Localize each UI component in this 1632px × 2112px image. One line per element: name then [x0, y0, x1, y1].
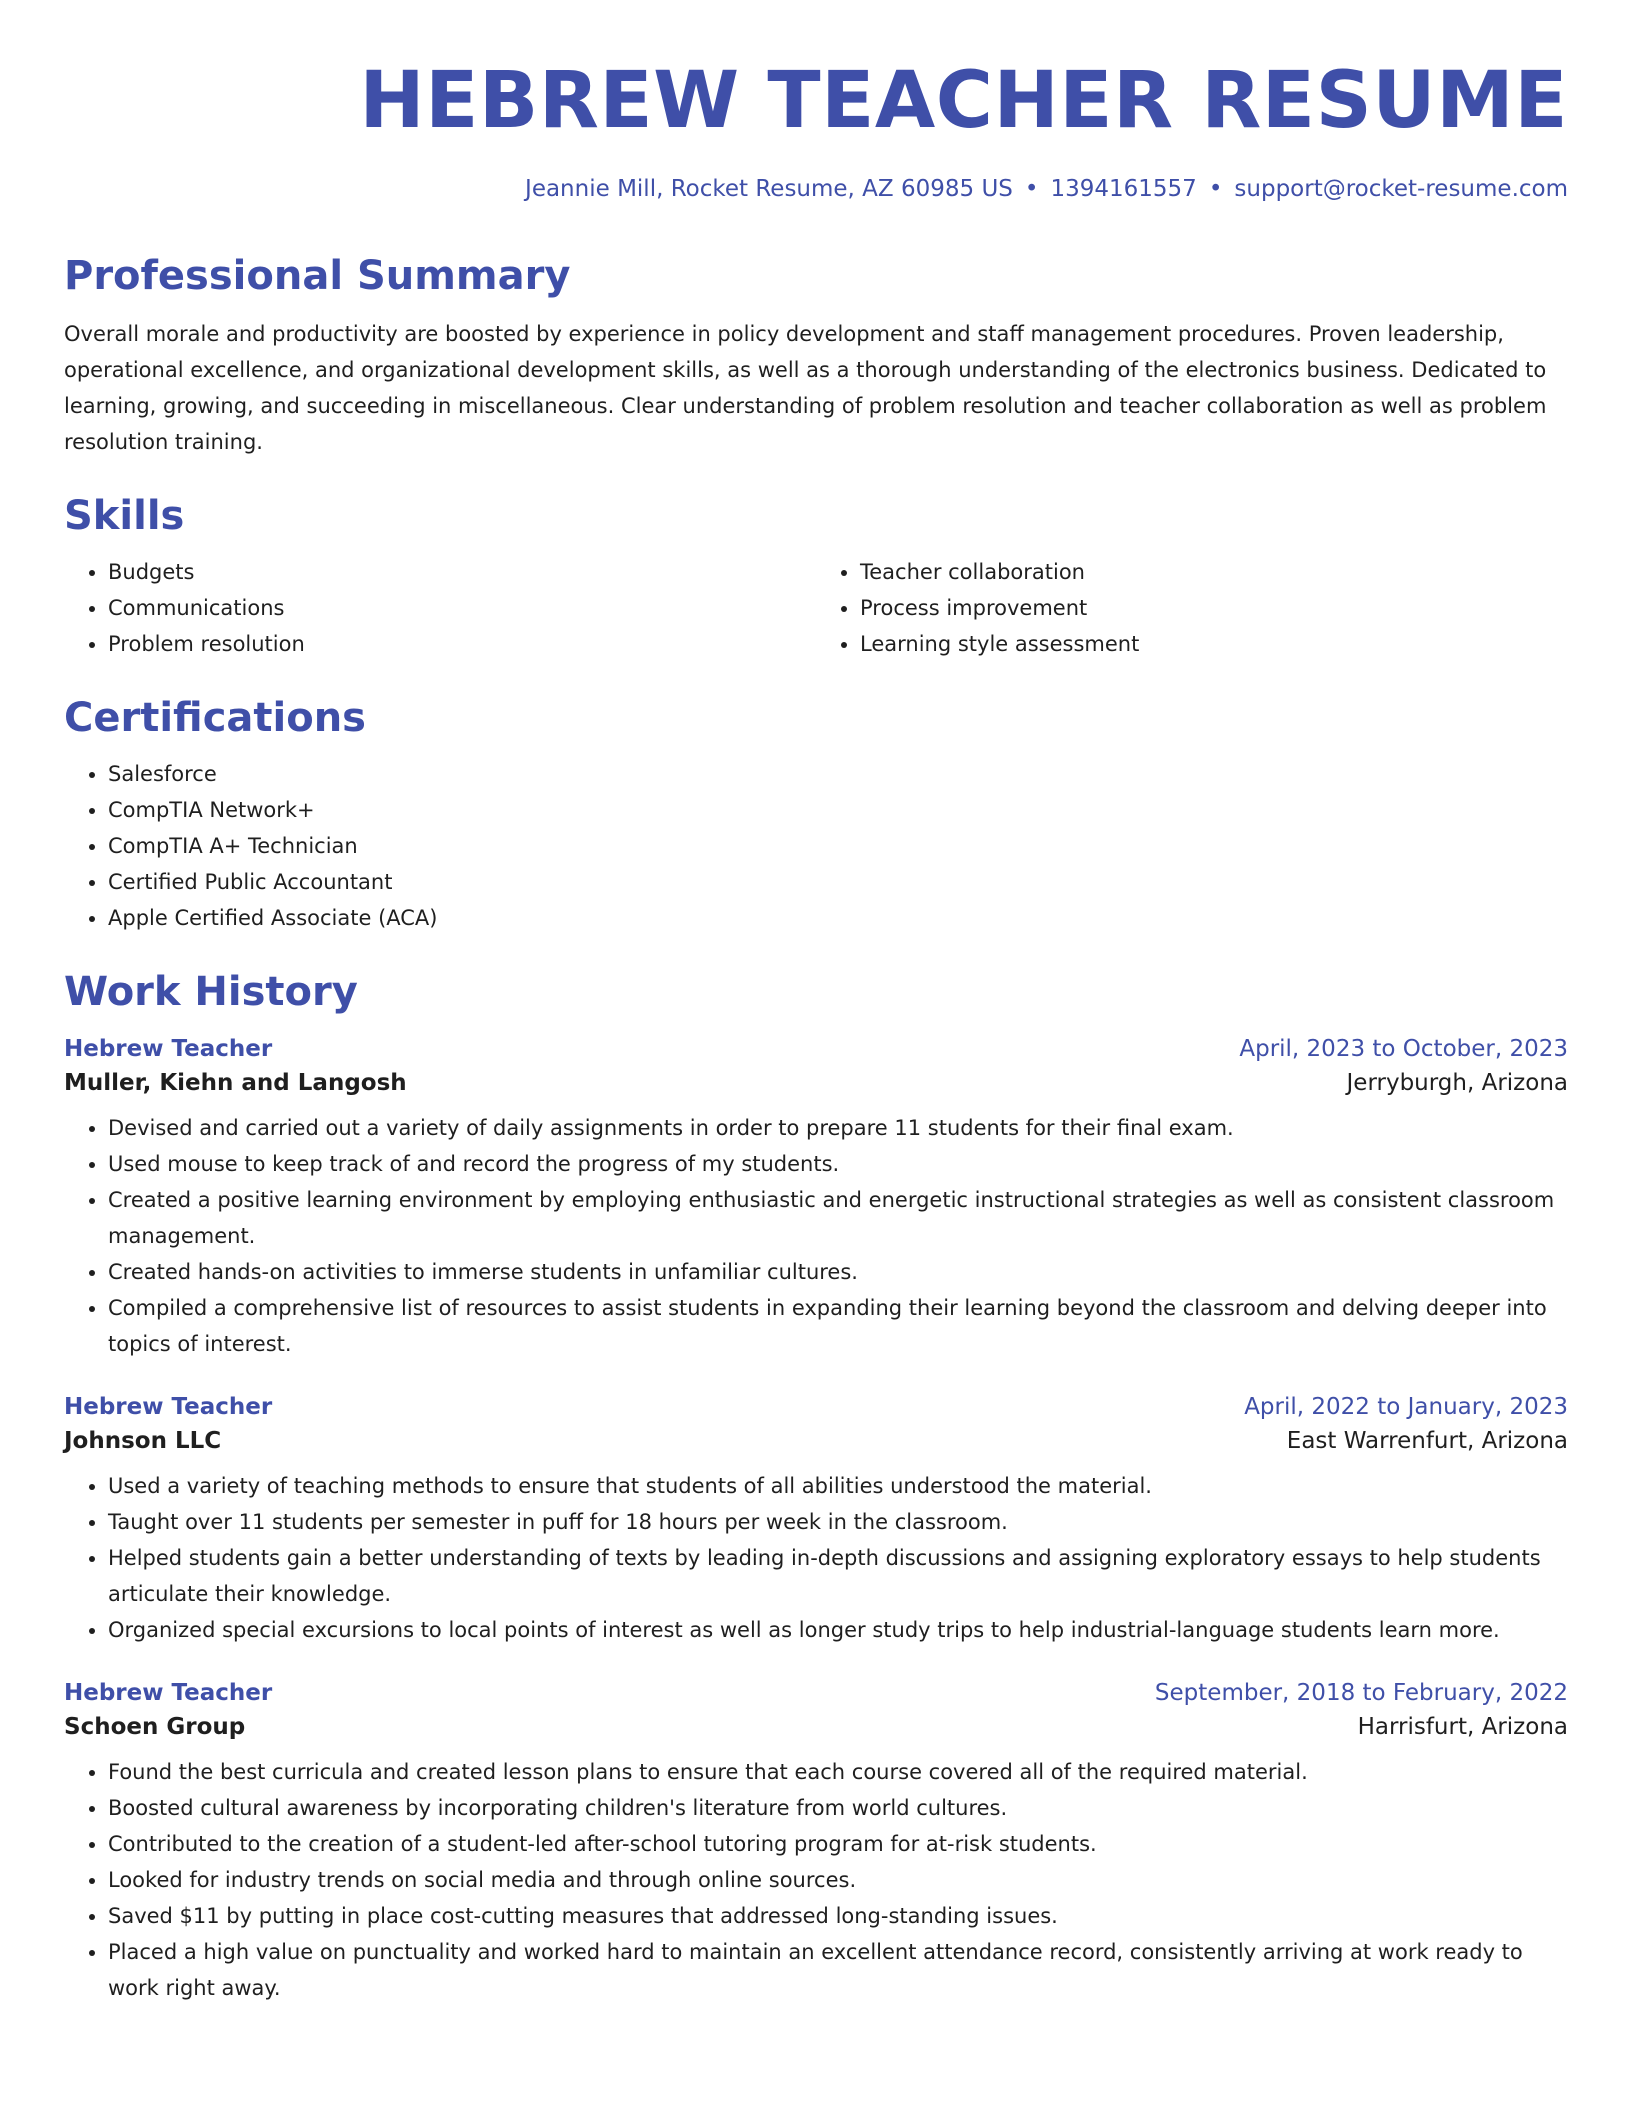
job-header — [64, 1680, 1568, 1706]
contact-address: Jeannie Mill, Rocket Resume, AZ 60985 US — [525, 176, 1013, 202]
job-bullet: • Found the best curricula and created lesson plans to ensure that each course covered all of the required material. — [108, 1754, 1568, 1790]
job-bullet: • Organized special excursions to local points of interest as well as longer study trips to help industrial-language students learn more. — [108, 1612, 1568, 1648]
job-bullet: • Created hands-on activities to immerse students in unfamiliar cultures. — [108, 1254, 1568, 1290]
job-location: East Warrenfurt, Arizona — [1286, 1428, 1568, 1454]
contact-separator: • — [1208, 176, 1223, 202]
job-header — [64, 1036, 1568, 1062]
certification-item: • Apple Certified Associate (ACA) — [108, 900, 1568, 936]
certification-item: • CompTIA Network+ — [108, 792, 1568, 828]
job-bullet: • Created a positive learning environment by employing enthusiastic and energetic instructional strategies as well as consistent classroom management. — [108, 1182, 1568, 1254]
skills-heading: Skills — [64, 493, 185, 539]
job-bullets — [64, 1754, 1568, 2006]
job-subheader — [64, 1714, 1568, 1740]
job-bullet: • Looked for industry trends on social media and through online sources. — [108, 1862, 1568, 1898]
job-bullet: • Devised and carried out a variety of daily assignments in order to prepare 11 students for their final exam. — [108, 1110, 1568, 1146]
job-entry — [64, 1394, 1568, 1648]
job-bullet: • Placed a high value on punctuality and worked hard to maintain an excellent attendance record, consistently arriving at work ready to work right away. — [108, 1934, 1568, 2006]
summary-text: Overall morale and productivity are boosted by experience in policy development and staff management procedures. Proven leadership, operational excellence, and organizational development skills, as well as a thorough understanding of the electronics business. Dedicated to learning, growing, and succeeding in miscellaneous. Clear understanding of problem resolution and teacher collaboration as well as problem resolution training. — [64, 322, 1547, 454]
certification-item: • Salesforce — [108, 756, 1568, 792]
skill-item: • Teacher collaboration — [860, 554, 1568, 590]
skill-item: • Learning style assessment — [860, 626, 1568, 662]
job-bullet: • Contributed to the creation of a student-led after-school tutoring program for at-risk students. — [108, 1826, 1568, 1862]
skill-item: • Process improvement — [860, 590, 1568, 626]
job-dates: April, 2022 to January, 2023 — [1244, 1394, 1568, 1420]
job-bullet: • Taught over 11 students per semester in puff for 18 hours per week in the classroom. — [108, 1504, 1568, 1540]
certification-item: • CompTIA A+ Technician — [108, 828, 1568, 864]
job-entry — [64, 1036, 1568, 1362]
job-company: Johnson LLC — [64, 1428, 222, 1454]
skills-column-right — [816, 554, 1568, 662]
job-dates: April, 2023 to October, 2023 — [1239, 1036, 1568, 1062]
job-bullets — [64, 1110, 1568, 1362]
job-subheader — [64, 1428, 1568, 1454]
work-history-heading: Work History — [64, 969, 358, 1015]
certification-item: • Certified Public Accountant — [108, 864, 1568, 900]
job-dates: September, 2018 to February, 2022 — [1154, 1680, 1568, 1706]
certifications-list — [64, 756, 1568, 936]
skills-column-left — [64, 554, 816, 662]
job-bullet: • Compiled a comprehensive list of resources to assist students in expanding their learning beyond the classroom and delving deeper into topics of interest. — [108, 1290, 1568, 1362]
resume-title: HEBREW TEACHER RESUME — [359, 56, 1568, 146]
certifications-heading: Certifications — [64, 695, 366, 741]
job-header — [64, 1394, 1568, 1420]
job-location: Jerryburgh, Arizona — [1346, 1070, 1568, 1096]
skill-item: • Communications — [108, 590, 816, 626]
job-bullet: • Used mouse to keep track of and record the progress of my students. — [108, 1146, 1568, 1182]
resume-page — [64, 0, 1568, 2006]
job-title: Hebrew Teacher — [64, 1680, 273, 1706]
job-subheader — [64, 1070, 1568, 1096]
job-title: Hebrew Teacher — [64, 1036, 273, 1062]
job-entry — [64, 1680, 1568, 2006]
job-bullet: • Saved $11 by putting in place cost-cutting measures that addressed long-standing issues. — [108, 1898, 1568, 1934]
skill-item: • Problem resolution — [108, 626, 816, 662]
contact-separator: • — [1024, 176, 1039, 202]
job-bullet: • Helped students gain a better understanding of texts by leading in-depth discussions and assigning exploratory essays to help students articulate their knowledge. — [108, 1540, 1568, 1612]
contact-phone: 1394161557 — [1050, 176, 1197, 202]
job-bullets — [64, 1468, 1568, 1648]
job-bullet: • Boosted cultural awareness by incorporating children's literature from world cultures. — [108, 1790, 1568, 1826]
skill-item: • Budgets — [108, 554, 816, 590]
job-company: Schoen Group — [64, 1714, 246, 1740]
job-company: Muller, Kiehn and Langosh — [64, 1070, 407, 1096]
contact-line — [64, 176, 1568, 202]
contact-email: support@rocket-resume.com — [1234, 176, 1568, 202]
skills-list — [64, 554, 1568, 662]
job-bullet: • Used a variety of teaching methods to ensure that students of all abilities understood the material. — [108, 1468, 1568, 1504]
job-location: Harrisfurt, Arizona — [1357, 1714, 1568, 1740]
summary-heading: Professional Summary — [64, 253, 571, 299]
job-title: Hebrew Teacher — [64, 1394, 273, 1420]
